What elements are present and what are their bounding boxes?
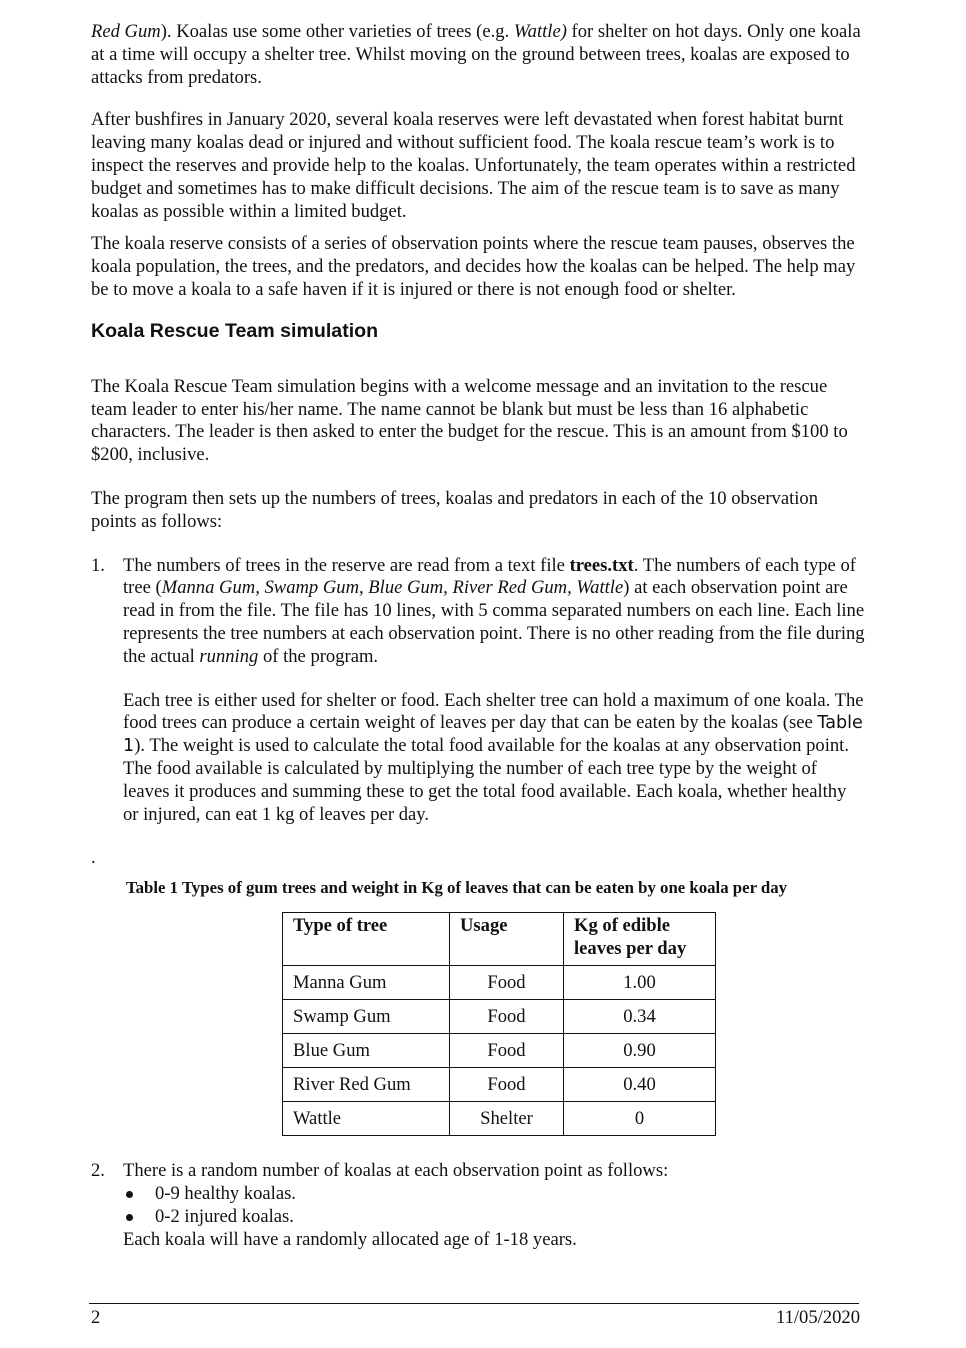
table-caption: Table 1 Types of gum trees and weight in Kg of leaves that can be eaten by one koala per day [126, 878, 788, 898]
tree-types: Manna Gum, Swamp Gum, Blue Gum, River Red Gum, Wattle [161, 577, 624, 599]
file-name: trees.txt [569, 554, 634, 576]
bullet-item: 0-2 injured koalas. [123, 1206, 866, 1229]
table-row [283, 1034, 716, 1068]
table-row [283, 1068, 716, 1102]
list-item-1-para-2 [123, 690, 866, 827]
bullet-item: 0-9 healthy koalas. [123, 1183, 866, 1206]
cell-usage: Food [450, 1034, 564, 1068]
text-run: ). The weight is used to calculate the total food available for the koalas at any observation point. The food available is calculated by multiplying the number of each tree type by the weight of leaves it produces and summing these to get the total food available. Each koala, whether healthy or injured, can eat 1 kg of leaves per day. [123, 735, 849, 825]
list-number: 2. [91, 1160, 105, 1182]
text-run: ) at each observation point are read in from the file. The file has 10 lines, with 5 comma separated numbers on each line. Each line represents the tree numbers at each observation point. There is no other reading from the file during the actual [123, 577, 865, 667]
table-reference: Table 1 [123, 713, 863, 757]
section-heading: Koala Rescue Team simulation [91, 319, 379, 342]
header-kg-leaves: Kg of edible leaves per day [564, 913, 716, 966]
simulation-paragraph-2: The program then sets up the numbers of trees, koalas and predators in each of the 10 observation points as follows: [91, 487, 818, 532]
cell-usage: Food [450, 1068, 564, 1102]
cell-tree: Wattle [283, 1102, 450, 1136]
text-run: The numbers of trees in the reserve are read from a text file [123, 554, 570, 576]
text-run: Each tree is either used for shelter or food. Each shelter tree can hold a maximum of one koala. The food trees can produce a certain weight of leaves per day that can be eaten by the koalas (see [123, 689, 864, 734]
header-usage: Usage [450, 913, 564, 966]
cell-kg: 0.34 [564, 1000, 716, 1034]
footer-date: 11/05/2020 [775, 1307, 860, 1328]
cell-tree: Blue Gum [283, 1034, 450, 1068]
tree-table [282, 912, 716, 1136]
list-number: 1. [91, 554, 105, 576]
emphasis-wattle: Wattle) [513, 21, 567, 42]
emphasis-running: running [199, 645, 259, 667]
cell-usage: Shelter [450, 1102, 564, 1136]
stray-dot: . [91, 847, 96, 869]
page-number: 2 [91, 1307, 101, 1328]
footer-rule [89, 1303, 859, 1304]
intro-paragraph-3: The koala reserve consists of a series of observation points where the rescue team pauses, observes the koala population, the trees, and the predators, and decides how the koalas can be helped. The help may be to move a koala to a safe haven if it is injured or there is not enough food or shelter. [91, 233, 856, 300]
cell-kg: 0 [564, 1102, 716, 1136]
list-item-2 [91, 1160, 866, 1251]
list-item-2-after: Each koala will have a randomly allocated age of 1-18 years. [123, 1228, 577, 1250]
table-row [283, 966, 716, 1000]
cell-tree: River Red Gum [283, 1068, 450, 1102]
cell-tree: Manna Gum [283, 966, 450, 1000]
cell-kg: 1.00 [564, 966, 716, 1000]
list-item-1 [91, 555, 866, 827]
header-type-of-tree: Type of tree [283, 913, 450, 966]
intro-paragraph-1 [91, 21, 866, 89]
cell-usage: Food [450, 1000, 564, 1034]
list-item-2-text: There is a random number of koalas at each observation point as follows: [123, 1160, 669, 1182]
table-header-row [283, 913, 716, 966]
cell-tree: Swamp Gum [283, 1000, 450, 1034]
text-run: for shelter on hot days. Only one koala at a time will occupy a shelter tree. Whilst moving on the ground between trees, koalas are exposed to attacks from predators. [91, 21, 861, 88]
simulation-paragraph-1: The Koala Rescue Team simulation begins with a welcome message and an invitation to the rescue team leader to enter his/her name. The name cannot be blank but must be less than 16 alphabetic characters. The leader is then asked to enter the budget for the rescue. This is an amount from $100 to $200, inclusive. [91, 375, 848, 466]
bullet-list [123, 1183, 866, 1229]
intro-paragraph-2: After bushfires in January 2020, several koala reserves were left devastated when forest habitat burnt leaving many koalas dead or injured and without sufficient food. The koala rescue team’s work is to inspect the reserves and provide help to the koalas. Unfortunately, the team operates within a restricted budget and sometimes has to make difficult decisions. The aim of the rescue team is to save as many koalas as possible within a limited budget. [91, 109, 856, 222]
list-item-1-text [123, 555, 866, 669]
cell-kg: 0.40 [564, 1068, 716, 1102]
cell-kg: 0.90 [564, 1034, 716, 1068]
table-row [283, 1102, 716, 1136]
text-run: of the program. [258, 645, 379, 667]
cell-usage: Food [450, 966, 564, 1000]
table-row [283, 1000, 716, 1034]
emphasis-red-gum: Red Gum [91, 21, 161, 42]
document-page [91, 21, 866, 1252]
text-run: ). Koalas use some other varieties of trees (e.g. [160, 21, 514, 42]
text-run: . The numbers of each type of tree ( [123, 554, 856, 599]
